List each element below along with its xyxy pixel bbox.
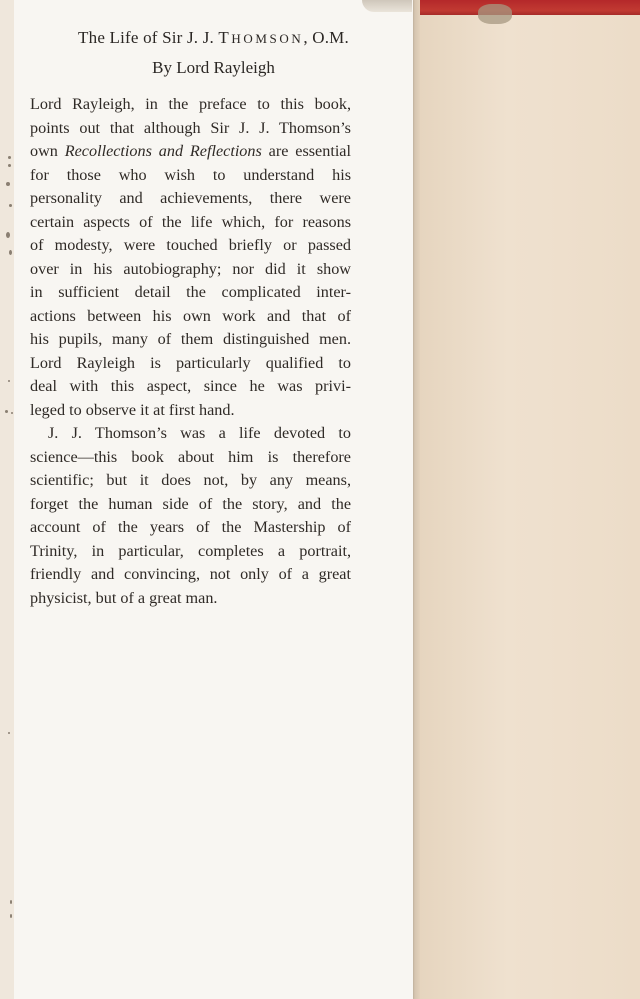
text-line: scientific; but it does not, by any means, [30, 471, 351, 489]
speck [9, 250, 12, 255]
speck [5, 410, 8, 413]
surname-rest: HOMSON [231, 31, 304, 46]
text-line: of modesty, were touched briefly or passed [30, 236, 351, 254]
text-segment: own [30, 142, 65, 160]
tape-stain [478, 4, 512, 24]
speck [10, 900, 12, 904]
text-line: points out that although Sir J. J. Thomson’s [30, 118, 351, 137]
text-line: certain aspects of the life which, for reasons [30, 212, 351, 231]
title-prefix: The Life of Sir J. J. [78, 28, 219, 47]
speck [8, 164, 11, 167]
text-line [30, 140, 351, 164]
blurb-text [30, 93, 351, 610]
text-line: account of the years of the Mastership of [30, 518, 351, 536]
text-line: in sufficient detail the complicated inter- [30, 283, 351, 301]
book-board [420, 0, 640, 999]
title-surname [218, 28, 303, 47]
text-line: leged to observe it at first hand. [30, 400, 235, 419]
text-line: Lord Rayleigh, in the preface to this book, [30, 95, 351, 113]
text-line: his pupils, many of them distinguished men. [30, 330, 351, 348]
text-line: deal with this aspect, since he was privi- [30, 377, 351, 395]
speck [11, 412, 13, 414]
surname-initial: T [218, 28, 232, 47]
book-title [14, 28, 413, 48]
torn-corner [362, 0, 412, 12]
title-suffix: , O.M. [303, 28, 349, 47]
author-byline: By Lord Rayleigh [152, 58, 275, 77]
text-line: Trinity, in particular, completes a portrait, [30, 541, 351, 560]
speck [10, 914, 12, 918]
speck [8, 732, 10, 734]
text-line: actions between his own work and that of [30, 306, 351, 325]
text-segment: are essential [261, 142, 351, 160]
text-line: forget the human side of the story, and the [30, 494, 351, 513]
text-line: over in his autobiography; nor did it show [30, 259, 351, 278]
speck [8, 380, 10, 382]
text-line: Lord Rayleigh is particularly qualified to [30, 353, 351, 372]
text-line: J. J. Thomson’s was a life devoted to [48, 424, 351, 442]
speck [6, 182, 10, 186]
text-line: for those who wish to understand his [30, 165, 351, 184]
speck [9, 204, 12, 207]
speck [8, 156, 11, 159]
speck [6, 232, 10, 238]
text-line: personality and achievements, there were [30, 189, 351, 207]
text-line: friendly and convincing, not only of a great [30, 565, 351, 583]
text-line: physicist, but of a great man. [30, 588, 218, 607]
italic-book-title: Recollections and Reflections [64, 142, 262, 160]
text-line: science—this book about him is therefore [30, 447, 351, 466]
red-cloth-strip [410, 0, 640, 15]
